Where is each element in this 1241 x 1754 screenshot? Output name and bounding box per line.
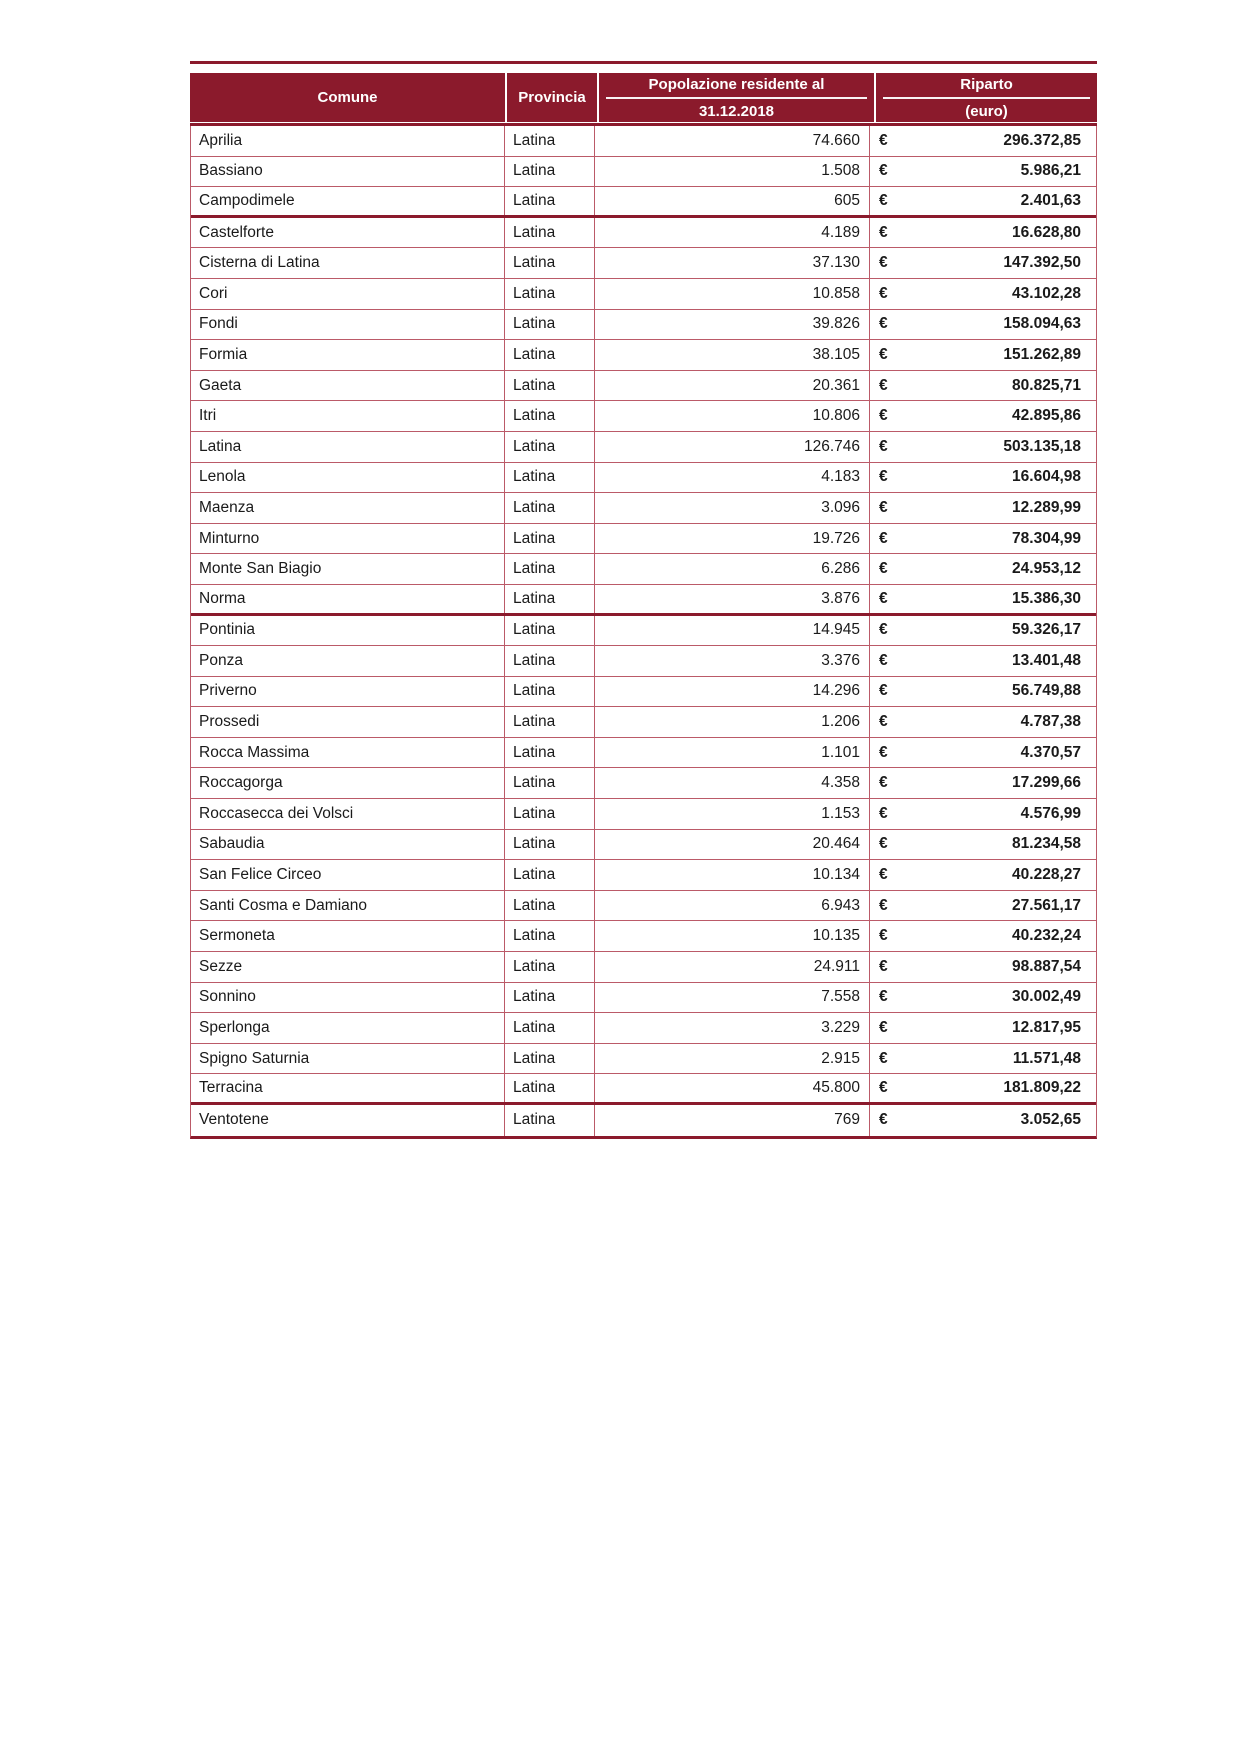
- popolazione-cell: 4.183: [595, 463, 870, 493]
- comune-cell: Lenola: [191, 463, 505, 493]
- euro-symbol: €: [879, 621, 888, 639]
- comune-cell: Ventotene: [191, 1105, 505, 1136]
- header-riparto: [876, 73, 1097, 122]
- popolazione-cell: 10.135: [595, 921, 870, 951]
- riparto-amount: 59.326,17: [1012, 621, 1081, 639]
- riparto-cell: [870, 524, 1096, 554]
- provincia-cell: Latina: [505, 340, 595, 370]
- provincia-cell: Latina: [505, 493, 595, 523]
- table-row: [191, 340, 1096, 371]
- euro-symbol: €: [879, 957, 888, 975]
- euro-symbol: €: [879, 1111, 888, 1129]
- popolazione-cell: 2.915: [595, 1044, 870, 1074]
- comune-cell: Maenza: [191, 493, 505, 523]
- euro-symbol: €: [879, 468, 888, 486]
- riparto-cell: [870, 493, 1096, 523]
- table-row: [191, 952, 1096, 983]
- comune-cell: Ponza: [191, 646, 505, 676]
- table-row: [191, 891, 1096, 922]
- riparto-cell: [870, 646, 1096, 676]
- provincia-cell: Latina: [505, 401, 595, 431]
- provincia-cell: Latina: [505, 310, 595, 340]
- popolazione-cell: 19.726: [595, 524, 870, 554]
- riparto-amount: 296.372,85: [1003, 131, 1081, 149]
- provincia-cell: Latina: [505, 187, 595, 215]
- provincia-cell: Latina: [505, 463, 595, 493]
- comune-cell: Sermoneta: [191, 921, 505, 951]
- table-row: [191, 524, 1096, 555]
- popolazione-cell: 14.296: [595, 677, 870, 707]
- comune-cell: Rocca Massima: [191, 738, 505, 768]
- provincia-cell: Latina: [505, 248, 595, 278]
- popolazione-cell: 3.876: [595, 585, 870, 613]
- provincia-cell: Latina: [505, 432, 595, 462]
- comune-cell: Terracina: [191, 1074, 505, 1102]
- popolazione-cell: 37.130: [595, 248, 870, 278]
- comune-cell: Aprilia: [191, 126, 505, 156]
- euro-symbol: €: [879, 988, 888, 1006]
- euro-symbol: €: [879, 1079, 888, 1097]
- table-row: [191, 1013, 1096, 1044]
- euro-symbol: €: [879, 407, 888, 425]
- header-top-gap: [190, 64, 1097, 73]
- provincia-cell: Latina: [505, 1074, 595, 1102]
- riparto-cell: [870, 1105, 1096, 1136]
- popolazione-cell: 4.358: [595, 768, 870, 798]
- euro-symbol: €: [879, 498, 888, 516]
- popolazione-cell: 6.943: [595, 891, 870, 921]
- riparto-amount: 181.809,22: [1003, 1079, 1081, 1097]
- comune-cell: San Felice Circeo: [191, 860, 505, 890]
- provincia-cell: Latina: [505, 860, 595, 890]
- header-provincia: Provincia: [507, 73, 597, 122]
- provincia-cell: Latina: [505, 768, 595, 798]
- comune-cell: Itri: [191, 401, 505, 431]
- riparto-cell: [870, 830, 1096, 860]
- riparto-cell: [870, 340, 1096, 370]
- riparto-amount: 98.887,54: [1012, 957, 1081, 975]
- table-row: [191, 830, 1096, 861]
- comune-cell: Norma: [191, 585, 505, 613]
- popolazione-cell: 4.189: [595, 218, 870, 248]
- comune-cell: Roccagorga: [191, 768, 505, 798]
- riparto-amount: 43.102,28: [1012, 284, 1081, 302]
- table-row: [191, 248, 1096, 279]
- riparto-amount: 27.561,17: [1012, 896, 1081, 914]
- riparto-amount: 15.386,30: [1012, 589, 1081, 607]
- riparto-cell: [870, 1044, 1096, 1074]
- popolazione-cell: 3.096: [595, 493, 870, 523]
- table-row: [191, 799, 1096, 830]
- provincia-cell: Latina: [505, 126, 595, 156]
- riparto-cell: [870, 677, 1096, 707]
- riparto-cell: [870, 891, 1096, 921]
- comune-cell: Spigno Saturnia: [191, 1044, 505, 1074]
- provincia-cell: Latina: [505, 279, 595, 309]
- riparto-cell: [870, 1074, 1096, 1102]
- table-row: [191, 157, 1096, 188]
- table-row: [191, 1044, 1096, 1075]
- provincia-cell: Latina: [505, 646, 595, 676]
- popolazione-cell: 1.508: [595, 157, 870, 187]
- riparto-amount: 4.370,57: [1020, 743, 1081, 761]
- provincia-cell: Latina: [505, 218, 595, 248]
- provincia-cell: Latina: [505, 1044, 595, 1074]
- comune-cell: Cori: [191, 279, 505, 309]
- riparto-cell: [870, 126, 1096, 156]
- table-row: [191, 371, 1096, 402]
- comune-cell: Sezze: [191, 952, 505, 982]
- table-row: [191, 983, 1096, 1014]
- comune-cell: Cisterna di Latina: [191, 248, 505, 278]
- comune-cell: Fondi: [191, 310, 505, 340]
- riparto-cell: [870, 585, 1096, 613]
- popolazione-cell: 126.746: [595, 432, 870, 462]
- table-row: [191, 646, 1096, 677]
- comune-cell: Formia: [191, 340, 505, 370]
- table-row: [191, 401, 1096, 432]
- comune-cell: Gaeta: [191, 371, 505, 401]
- popolazione-cell: 39.826: [595, 310, 870, 340]
- table-row: [191, 585, 1096, 616]
- euro-symbol: €: [879, 866, 888, 884]
- euro-symbol: €: [879, 376, 888, 394]
- table-row: [191, 493, 1096, 524]
- table-row: [191, 554, 1096, 585]
- riparto-amount: 5.986,21: [1020, 162, 1081, 180]
- riparto-amount: 78.304,99: [1012, 529, 1081, 547]
- popolazione-cell: 24.911: [595, 952, 870, 982]
- riparto-cell: [870, 983, 1096, 1013]
- table-row: [191, 310, 1096, 341]
- table-row: [191, 677, 1096, 708]
- comune-cell: Santi Cosma e Damiano: [191, 891, 505, 921]
- euro-symbol: €: [879, 743, 888, 761]
- comune-cell: Prossedi: [191, 707, 505, 737]
- provincia-cell: Latina: [505, 677, 595, 707]
- table-header-row: [190, 73, 1097, 119]
- provincia-cell: Latina: [505, 585, 595, 613]
- popolazione-cell: 10.858: [595, 279, 870, 309]
- comune-cell: Roccasecca dei Volsci: [191, 799, 505, 829]
- popolazione-cell: 14.945: [595, 616, 870, 646]
- table-row: [191, 738, 1096, 769]
- riparto-cell: [870, 371, 1096, 401]
- comune-cell: Pontinia: [191, 616, 505, 646]
- euro-symbol: €: [879, 529, 888, 547]
- riparto-amount: 81.234,58: [1012, 835, 1081, 853]
- euro-symbol: €: [879, 254, 888, 272]
- riparto-amount: 13.401,48: [1012, 651, 1081, 669]
- header-popolazione-line1: Popolazione residente al: [606, 73, 867, 99]
- euro-symbol: €: [879, 774, 888, 792]
- riparto-amount: 40.228,27: [1012, 866, 1081, 884]
- comune-cell: Bassiano: [191, 157, 505, 187]
- table-body: [190, 126, 1097, 1139]
- riparto-cell: [870, 187, 1096, 215]
- provincia-cell: Latina: [505, 554, 595, 584]
- provincia-cell: Latina: [505, 157, 595, 187]
- riparto-amount: 24.953,12: [1012, 560, 1081, 578]
- euro-symbol: €: [879, 284, 888, 302]
- riparto-cell: [870, 799, 1096, 829]
- riparto-cell: [870, 1013, 1096, 1043]
- table-row: [191, 768, 1096, 799]
- riparto-cell: [870, 768, 1096, 798]
- riparto-amount: 3.052,65: [1020, 1111, 1081, 1129]
- riparto-cell: [870, 554, 1096, 584]
- riparto-amount: 40.232,24: [1012, 927, 1081, 945]
- popolazione-cell: 3.376: [595, 646, 870, 676]
- provincia-cell: Latina: [505, 952, 595, 982]
- riparto-cell: [870, 616, 1096, 646]
- riparto-amount: 151.262,89: [1003, 345, 1081, 363]
- riparto-amount: 16.604,98: [1012, 468, 1081, 486]
- comune-cell: Latina: [191, 432, 505, 462]
- riparto-amount: 56.749,88: [1012, 682, 1081, 700]
- euro-symbol: €: [879, 162, 888, 180]
- table-row: [191, 616, 1096, 647]
- riparto-amount: 12.817,95: [1012, 1019, 1081, 1037]
- popolazione-cell: 1.206: [595, 707, 870, 737]
- riparto-amount: 11.571,48: [1012, 1049, 1081, 1067]
- table-row: [191, 707, 1096, 738]
- popolazione-cell: 7.558: [595, 983, 870, 1013]
- euro-symbol: €: [879, 927, 888, 945]
- riparto-amount: 147.392,50: [1003, 254, 1081, 272]
- provincia-cell: Latina: [505, 921, 595, 951]
- comune-cell: Priverno: [191, 677, 505, 707]
- riparto-amount: 4.576,99: [1020, 804, 1081, 822]
- riparto-cell: [870, 157, 1096, 187]
- header-riparto-line2: (euro): [965, 103, 1008, 120]
- table-row: [191, 463, 1096, 494]
- riparto-cell: [870, 279, 1096, 309]
- riparto-cell: [870, 218, 1096, 248]
- riparto-amount: 503.135,18: [1003, 437, 1081, 455]
- popolazione-cell: 74.660: [595, 126, 870, 156]
- comune-cell: Monte San Biagio: [191, 554, 505, 584]
- provincia-cell: Latina: [505, 799, 595, 829]
- provincia-cell: Latina: [505, 1013, 595, 1043]
- provincia-cell: Latina: [505, 524, 595, 554]
- euro-symbol: €: [879, 1049, 888, 1067]
- popolazione-cell: 10.134: [595, 860, 870, 890]
- euro-symbol: €: [879, 223, 888, 241]
- table-row: [191, 432, 1096, 463]
- popolazione-cell: 1.153: [595, 799, 870, 829]
- riparto-cell: [870, 952, 1096, 982]
- riparto-cell: [870, 310, 1096, 340]
- euro-symbol: €: [879, 651, 888, 669]
- provincia-cell: Latina: [505, 738, 595, 768]
- euro-symbol: €: [879, 835, 888, 853]
- euro-symbol: €: [879, 713, 888, 731]
- comune-cell: Campodimele: [191, 187, 505, 215]
- popolazione-cell: 10.806: [595, 401, 870, 431]
- comune-cell: Sperlonga: [191, 1013, 505, 1043]
- comune-cell: Castelforte: [191, 218, 505, 248]
- header-popolazione-line2: 31.12.2018: [698, 103, 775, 120]
- provincia-cell: Latina: [505, 983, 595, 1013]
- riparto-cell: [870, 463, 1096, 493]
- popolazione-cell: 38.105: [595, 340, 870, 370]
- riparto-amount: 30.002,49: [1012, 988, 1081, 1006]
- euro-symbol: €: [879, 560, 888, 578]
- riparto-amount: 2.401,63: [1020, 191, 1081, 209]
- euro-symbol: €: [879, 1019, 888, 1037]
- euro-symbol: €: [879, 191, 888, 209]
- provincia-cell: Latina: [505, 1105, 595, 1136]
- riparto-cell: [870, 860, 1096, 890]
- riparto-amount: 16.628,80: [1012, 223, 1081, 241]
- comune-cell: Sabaudia: [191, 830, 505, 860]
- header-riparto-line1: Riparto: [883, 73, 1090, 99]
- euro-symbol: €: [879, 131, 888, 149]
- riparto-amount: 12.289,99: [1012, 498, 1081, 516]
- popolazione-cell: 20.464: [595, 830, 870, 860]
- provincia-cell: Latina: [505, 707, 595, 737]
- euro-symbol: €: [879, 896, 888, 914]
- popolazione-cell: 1.101: [595, 738, 870, 768]
- table-row: [191, 1074, 1096, 1105]
- popolazione-cell: 6.286: [595, 554, 870, 584]
- provincia-cell: Latina: [505, 371, 595, 401]
- popolazione-cell: 45.800: [595, 1074, 870, 1102]
- euro-symbol: €: [879, 437, 888, 455]
- riparto-amount: 158.094,63: [1003, 315, 1081, 333]
- popolazione-cell: 769: [595, 1105, 870, 1136]
- header-comune: Comune: [190, 73, 505, 122]
- riparto-amount: 4.787,38: [1020, 713, 1081, 731]
- euro-symbol: €: [879, 682, 888, 700]
- provincia-cell: Latina: [505, 616, 595, 646]
- euro-symbol: €: [879, 589, 888, 607]
- euro-symbol: €: [879, 804, 888, 822]
- comune-cell: Sonnino: [191, 983, 505, 1013]
- riparto-cell: [870, 432, 1096, 462]
- riparto-table: [190, 61, 1097, 1139]
- header-popolazione: [599, 73, 874, 122]
- riparto-amount: 42.895,86: [1012, 407, 1081, 425]
- riparto-cell: [870, 248, 1096, 278]
- provincia-cell: Latina: [505, 830, 595, 860]
- table-row: [191, 218, 1096, 249]
- euro-symbol: €: [879, 315, 888, 333]
- provincia-cell: Latina: [505, 891, 595, 921]
- table-row: [191, 187, 1096, 218]
- comune-cell: Minturno: [191, 524, 505, 554]
- riparto-amount: 17.299,66: [1012, 774, 1081, 792]
- table-row: [191, 126, 1096, 157]
- riparto-cell: [870, 738, 1096, 768]
- table-row: [191, 279, 1096, 310]
- popolazione-cell: 3.229: [595, 1013, 870, 1043]
- popolazione-cell: 605: [595, 187, 870, 215]
- table-row: [191, 921, 1096, 952]
- popolazione-cell: 20.361: [595, 371, 870, 401]
- riparto-cell: [870, 401, 1096, 431]
- riparto-cell: [870, 921, 1096, 951]
- table-row: [191, 1105, 1096, 1136]
- riparto-cell: [870, 707, 1096, 737]
- table-row: [191, 860, 1096, 891]
- euro-symbol: €: [879, 345, 888, 363]
- riparto-amount: 80.825,71: [1012, 376, 1081, 394]
